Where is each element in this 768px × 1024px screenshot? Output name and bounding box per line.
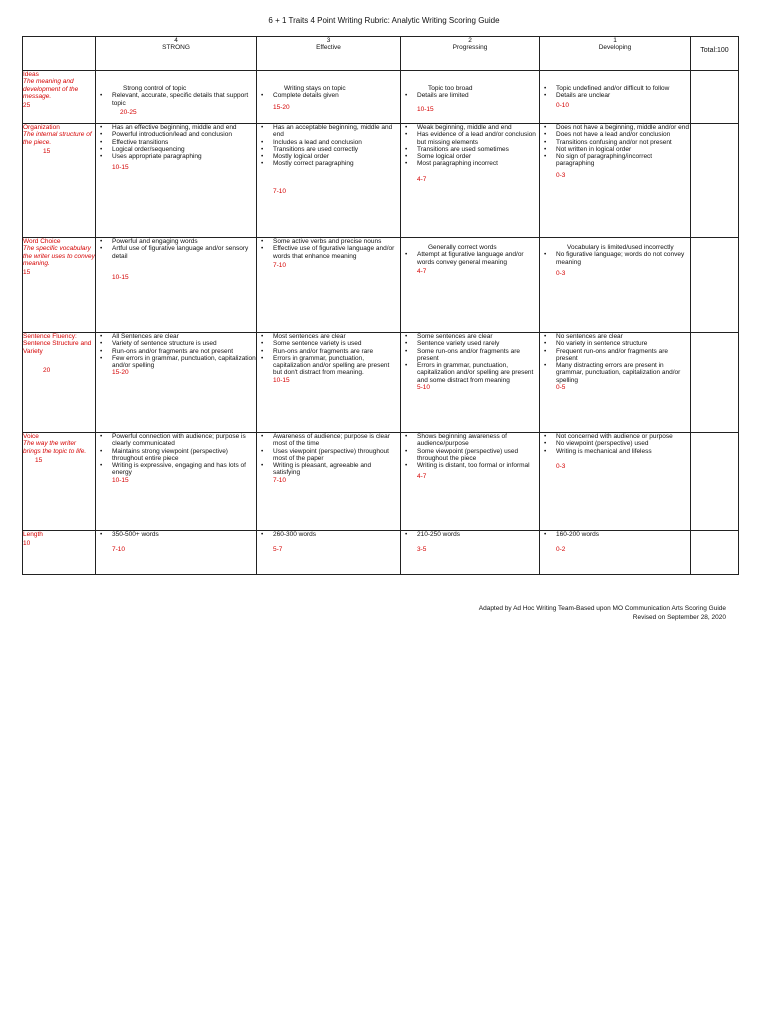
descriptor-item: • Most sentences are clear bbox=[257, 333, 400, 340]
level-lead: Topic too broad bbox=[428, 85, 473, 92]
descriptor-list bbox=[96, 124, 256, 160]
level-points: 7-10 bbox=[112, 546, 126, 554]
level-cell bbox=[540, 71, 691, 124]
descriptor-item: • Run-ons and/or fragments are rare bbox=[257, 348, 400, 355]
total-cell bbox=[691, 71, 739, 124]
descriptor-list bbox=[401, 333, 539, 384]
total-header: Total:100 bbox=[691, 37, 739, 71]
level-points: 7-10 bbox=[273, 187, 287, 195]
descriptor-item: • Errors in grammar, punctuation, capitalization and/or spelling are present but don't distract from meaning. bbox=[257, 355, 400, 377]
level-points: 10-15 bbox=[112, 476, 129, 484]
descriptor-item: • Many distracting errors are present in grammar, punctuation, capitalization and/or spelling bbox=[540, 362, 690, 384]
level-points: 5-10 bbox=[417, 384, 431, 392]
descriptor-list bbox=[96, 433, 256, 477]
level-label: Developing bbox=[598, 44, 632, 52]
descriptor-item: • Mostly logical order bbox=[257, 153, 400, 160]
descriptor-item: • Includes a lead and conclusion bbox=[257, 139, 400, 146]
total-cell bbox=[691, 333, 739, 433]
descriptor-item: • Some run-ons and/or fragments are present bbox=[401, 348, 539, 363]
document-title: 6 + 1 Traits 4 Point Writing Rubric: Analytic Writing Scoring Guide bbox=[268, 16, 500, 25]
rubric-table bbox=[22, 36, 739, 575]
header-level-3 bbox=[257, 37, 401, 71]
descriptor-item: • Mostly correct paragraphing bbox=[257, 160, 400, 167]
trait-points: 15 bbox=[23, 269, 31, 277]
trait-points: 25 bbox=[23, 102, 31, 110]
trait-name: Ideas bbox=[23, 71, 39, 78]
trait-cell bbox=[23, 531, 96, 575]
level-cell bbox=[257, 333, 401, 433]
rubric-row bbox=[23, 124, 739, 238]
descriptor-list bbox=[96, 531, 256, 538]
header-row bbox=[23, 37, 739, 71]
level-points: 3-5 bbox=[417, 546, 427, 554]
descriptor-item: • Writing is expressive, engaging and has lots of energy bbox=[96, 462, 256, 477]
level-lead: Strong control of topic bbox=[123, 85, 187, 92]
rubric-row bbox=[23, 71, 739, 124]
level-cell bbox=[96, 433, 257, 531]
descriptor-item: • Variety of sentence structure is used bbox=[96, 340, 256, 347]
descriptor-item: • Effective use of figurative language and/or words that enhance meaning bbox=[257, 245, 400, 260]
level-lead: Writing stays on topic bbox=[284, 85, 346, 92]
level-cell bbox=[257, 238, 401, 333]
rubric-row bbox=[23, 333, 739, 433]
level-points: 4-7 bbox=[417, 175, 427, 183]
level-cell bbox=[257, 433, 401, 531]
descriptor-list bbox=[96, 333, 256, 369]
descriptor-item: • Complete details given bbox=[257, 92, 400, 99]
trait-cell bbox=[23, 238, 96, 333]
descriptor-list bbox=[257, 333, 400, 377]
descriptor-item: • No variety in sentence structure bbox=[540, 340, 690, 347]
level-points: 10-15 bbox=[273, 376, 290, 384]
descriptor-item: • Writing is mechanical and lifeless bbox=[540, 448, 690, 455]
descriptor-item: • Writing is distant, too formal or informal bbox=[401, 462, 539, 469]
descriptor-item: • Powerful introduction/lead and conclusion bbox=[96, 131, 256, 138]
level-points: 10-15 bbox=[112, 273, 129, 281]
descriptor-item: • Not concerned with audience or purpose bbox=[540, 433, 690, 440]
total-cell bbox=[691, 433, 739, 531]
trait-name: Organization bbox=[23, 124, 60, 131]
descriptor-item: • Some viewpoint (perspective) used throughout the piece bbox=[401, 448, 539, 463]
descriptor-list bbox=[540, 531, 690, 538]
level-cell bbox=[540, 238, 691, 333]
descriptor-list bbox=[401, 124, 539, 168]
level-points: 0-2 bbox=[556, 546, 566, 554]
level-cell bbox=[540, 433, 691, 531]
trait-name: Word Choice bbox=[23, 238, 61, 245]
trait-name: Length bbox=[23, 531, 43, 538]
level-cell bbox=[401, 124, 540, 238]
descriptor-list bbox=[401, 433, 539, 469]
level-points: 20-25 bbox=[120, 108, 137, 116]
descriptor-item: • Not written in logical order bbox=[540, 146, 690, 153]
total-cell bbox=[691, 531, 739, 575]
level-cell bbox=[401, 71, 540, 124]
descriptor-item: • 210-250 words bbox=[401, 531, 539, 538]
descriptor-item: • 160-200 words bbox=[540, 531, 690, 538]
footer-credit: Adapted by Ad Hoc Writing Team-Based upon MO Communication Arts Scoring Guide bbox=[478, 605, 726, 612]
footer bbox=[479, 605, 726, 622]
descriptor-item: • No viewpoint (perspective) used bbox=[540, 440, 690, 447]
level-points: 7-10 bbox=[273, 476, 287, 484]
descriptor-item: • Transitions confusing and/or not present bbox=[540, 139, 690, 146]
descriptor-item: • Run-ons and/or fragments are not present bbox=[96, 348, 256, 355]
descriptor-list bbox=[257, 92, 400, 99]
level-cell bbox=[96, 531, 257, 575]
level-points: 7-10 bbox=[273, 261, 287, 269]
descriptor-item: • Some logical order bbox=[401, 153, 539, 160]
level-cell bbox=[540, 531, 691, 575]
header-trait-cell bbox=[23, 37, 96, 71]
level-score: 1 bbox=[613, 37, 617, 44]
descriptor-item: • Few errors in grammar, punctuation, capitalization and/or spelling bbox=[96, 355, 256, 370]
level-score: 3 bbox=[326, 37, 331, 44]
descriptor-item: • Some sentences are clear bbox=[401, 333, 539, 340]
level-points: 0-5 bbox=[556, 384, 566, 392]
level-points: 0-3 bbox=[556, 462, 566, 470]
descriptor-list bbox=[257, 433, 400, 477]
descriptor-item: • Has evidence of a lead and/or conclusion but missing elements bbox=[401, 131, 539, 146]
descriptor-item: • No sentences are clear bbox=[540, 333, 690, 340]
descriptor-item: • Details are limited bbox=[401, 92, 539, 99]
descriptor-list bbox=[540, 124, 690, 168]
descriptor-item: • Weak beginning, middle and end bbox=[401, 124, 539, 131]
level-points: 0-3 bbox=[556, 171, 566, 179]
descriptor-item: • Has an effective beginning, middle and end bbox=[96, 124, 256, 131]
trait-cell bbox=[23, 333, 96, 433]
descriptor-item: • Powerful and engaging words bbox=[96, 238, 256, 245]
descriptor-list bbox=[257, 531, 400, 538]
descriptor-item: • Does not have a beginning, middle and/or end bbox=[540, 124, 690, 131]
level-points: 0-3 bbox=[556, 269, 566, 277]
level-points: 15-20 bbox=[273, 103, 290, 111]
header-level-2 bbox=[401, 37, 540, 71]
descriptor-list bbox=[96, 238, 256, 260]
descriptor-item: • Maintains strong viewpoint (perspective) throughout entire piece bbox=[96, 448, 256, 463]
trait-cell bbox=[23, 71, 96, 124]
level-cell bbox=[540, 124, 691, 238]
descriptor-item: • Logical order/sequencing bbox=[96, 146, 256, 153]
descriptor-list bbox=[96, 92, 256, 107]
descriptor-list bbox=[540, 85, 690, 100]
trait-points: 20 bbox=[43, 366, 51, 374]
descriptor-item: • 260-300 words bbox=[257, 531, 400, 538]
level-lead: Generally correct words bbox=[428, 244, 497, 251]
level-score: 2 bbox=[468, 37, 472, 44]
rubric-body bbox=[23, 71, 739, 575]
trait-points: 10 bbox=[23, 540, 31, 548]
level-points: 4-7 bbox=[417, 267, 427, 275]
level-cell bbox=[96, 238, 257, 333]
descriptor-item: • Uses viewpoint (perspective) throughout most of the paper bbox=[257, 448, 400, 463]
rubric-row bbox=[23, 433, 739, 531]
descriptor-item: • 350-500+ words bbox=[96, 531, 256, 538]
descriptor-item: • Details are unclear bbox=[540, 92, 690, 99]
trait-name: Voice bbox=[23, 433, 39, 440]
descriptor-list bbox=[540, 333, 690, 384]
descriptor-item: • All Sentences are clear bbox=[96, 333, 256, 340]
level-cell bbox=[257, 71, 401, 124]
total-cell bbox=[691, 238, 739, 333]
level-cell bbox=[401, 433, 540, 531]
descriptor-item: • Transitions are used sometimes bbox=[401, 146, 539, 153]
header-level-4 bbox=[96, 37, 257, 71]
trait-description: The meaning and development of the message. bbox=[23, 78, 79, 100]
descriptor-item: • Errors in grammar, punctuation, capitalization and/or spelling are present and some distract from meaning bbox=[401, 362, 539, 384]
level-points: 10-15 bbox=[112, 164, 129, 172]
trait-points: 15 bbox=[35, 456, 43, 464]
descriptor-item: • Most paragraphing incorrect bbox=[401, 160, 539, 167]
level-lead: Vocabulary is limited/used incorrectly bbox=[567, 244, 674, 251]
rubric-row bbox=[23, 238, 739, 333]
descriptor-list bbox=[401, 92, 539, 99]
level-score: 4 bbox=[174, 37, 178, 44]
descriptor-list bbox=[401, 251, 539, 266]
descriptor-item: • Topic undefined and/or difficult to follow bbox=[540, 85, 690, 92]
trait-name: Sentence Fluency: Sentence Structure and Variety bbox=[23, 333, 92, 355]
descriptor-item: • Relevant, accurate, specific details that support topic bbox=[96, 92, 256, 107]
descriptor-item: • Some active verbs and precise nouns bbox=[257, 238, 400, 245]
descriptor-item: • Effective transitions bbox=[96, 139, 256, 146]
rubric-row bbox=[23, 531, 739, 575]
level-cell bbox=[540, 333, 691, 433]
descriptor-item: • Sentence variety used rarely bbox=[401, 340, 539, 347]
level-cell bbox=[401, 531, 540, 575]
level-points: 5-7 bbox=[273, 546, 283, 554]
level-points: 15-20 bbox=[112, 369, 129, 377]
descriptor-item: • Artful use of figurative language and/or sensory detail bbox=[96, 245, 256, 260]
descriptor-list bbox=[401, 531, 539, 538]
level-label: STRONG bbox=[162, 44, 190, 52]
level-label: Progressing bbox=[452, 44, 488, 52]
level-cell bbox=[401, 238, 540, 333]
descriptor-item: • Shows beginning awareness of audience/purpose bbox=[401, 433, 539, 448]
level-points: 0-10 bbox=[556, 101, 570, 109]
trait-description: The internal structure of the piece. bbox=[23, 131, 92, 146]
header-level-1 bbox=[540, 37, 691, 71]
descriptor-item: • Does not have a lead and/or conclusion bbox=[540, 131, 690, 138]
trait-cell bbox=[23, 433, 96, 531]
trait-description: The way the writer brings the topic to life. bbox=[23, 440, 87, 455]
level-cell bbox=[401, 333, 540, 433]
descriptor-item: • Transitions are used correctly bbox=[257, 146, 400, 153]
trait-cell bbox=[23, 124, 96, 238]
level-label: Effective bbox=[316, 44, 341, 52]
descriptor-item: • Frequent run-ons and/or fragments are present bbox=[540, 348, 690, 363]
trait-description: The specific vocabulary the writer uses to convey meaning. bbox=[23, 245, 95, 267]
descriptor-item: • Has an acceptable beginning, middle and end bbox=[257, 124, 400, 139]
descriptor-item: • Powerful connection with audience; purpose is clearly communicated bbox=[96, 433, 256, 448]
level-cell bbox=[257, 124, 401, 238]
descriptor-list bbox=[540, 251, 690, 266]
descriptor-item: • Awareness of audience; purpose is clear most of the time bbox=[257, 433, 400, 448]
level-cell bbox=[96, 124, 257, 238]
descriptor-item: • Attempt at figurative language and/or words convey general meaning bbox=[401, 251, 539, 266]
level-points: 4-7 bbox=[417, 473, 427, 481]
descriptor-item: • No figurative language; words do not convey meaning bbox=[540, 251, 690, 266]
descriptor-list bbox=[257, 238, 400, 260]
descriptor-item: • No sign of paragraphing/incorrect paragraphing bbox=[540, 153, 690, 168]
total-cell bbox=[691, 124, 739, 238]
descriptor-list bbox=[540, 433, 690, 455]
descriptor-item: • Writing is pleasant, agreeable and satisfying bbox=[257, 462, 400, 477]
footer-revised: Revised on September 28, 2020 bbox=[632, 613, 726, 621]
descriptor-list bbox=[257, 124, 400, 168]
trait-points: 15 bbox=[43, 147, 51, 155]
descriptor-item: • Some sentence variety is used bbox=[257, 340, 400, 347]
level-cell bbox=[96, 333, 257, 433]
level-cell bbox=[257, 531, 401, 575]
level-points: 10-15 bbox=[417, 105, 434, 113]
descriptor-item: • Uses appropriate paragraphing bbox=[96, 153, 256, 160]
level-cell bbox=[96, 71, 257, 124]
